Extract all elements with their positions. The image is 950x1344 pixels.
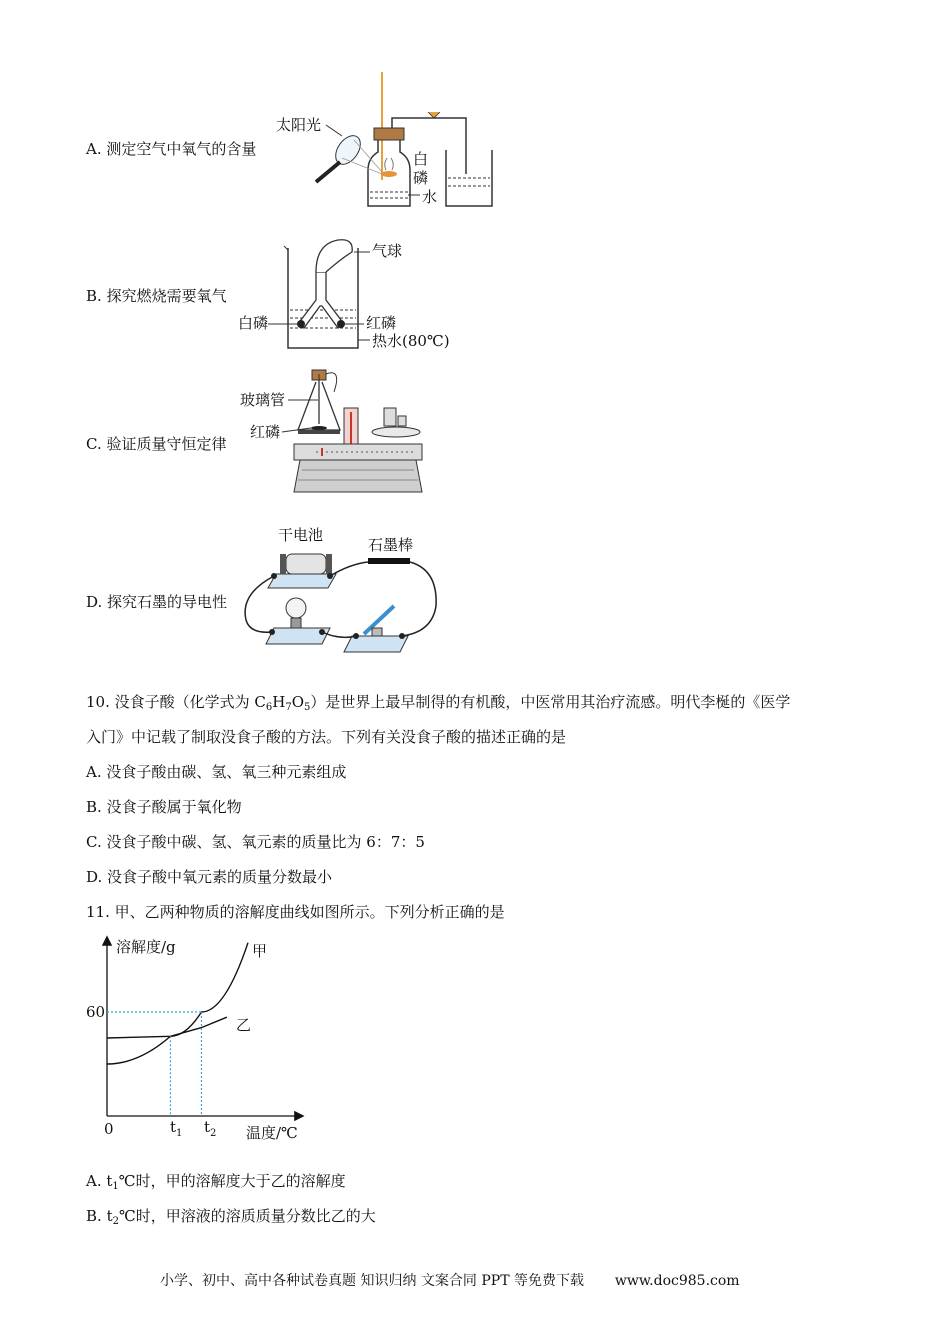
q11-option-a: A. $t_1℃$时，甲的溶解度大于乙的溶解度 [86,1172,346,1192]
battery [286,554,326,574]
clamp [428,112,440,118]
option-letter: C. [86,435,102,453]
red-phosphorus [311,426,327,430]
label-graphite: 石墨棒 [368,536,414,554]
option-letter: A. [86,140,102,158]
battery-base [268,574,336,588]
x-tick-t1: $t_1$ [170,1118,183,1139]
label-water: 水 [422,188,438,206]
q9-option-d [86,592,227,612]
label-sunlight: 太阳光 [276,116,322,134]
magnifier-handle [316,162,340,182]
x-axis-label: 温度/℃ [246,1124,298,1142]
label-balloon: 气球 [372,242,403,260]
option-text: 探究燃烧需要氧气 [106,287,227,305]
balloon [316,240,352,272]
series-label-yi: 乙 [236,1016,252,1034]
footer-url[interactable]: www.doc985.com [614,1273,740,1289]
weight-large [384,408,396,426]
q11-option-b: B. $t_2℃$时，甲溶液的溶质质量分数比乙的大 [86,1207,376,1227]
label-glass-tube: 玻璃管 [240,391,286,409]
light-bulb [286,598,306,618]
q10-option-a: A. 没食子酸由碳、氢、氧三种元素组成 [86,763,347,781]
label-red-phosphorus: 红磷 [366,314,397,332]
figure-b-apparatus [232,232,472,356]
label-white-phosphorus: 白磷 [238,314,269,332]
footer-text: 小学、初中、高中各种试卷真题 知识归纳 文案合同 PPT 等免费下载 [160,1273,584,1289]
option-letter: D. [86,593,103,611]
label-red-phosphorus: 红磷 [250,423,281,441]
curve-jia [107,943,248,1064]
q9-option-b [86,286,227,306]
y-axis-label: 溶解度/g [116,938,176,956]
figure-a-apparatus [270,70,510,215]
q9-option-c [86,434,227,454]
series-label-jia: 甲 [252,942,268,960]
q10-option-b: B. 没食子酸属于氧化物 [86,798,242,816]
origin-label: 0 [104,1120,114,1138]
delivery-tube [392,118,466,174]
q10-option-d: D. 没食子酸中氧元素的质量分数最小 [86,868,333,886]
phosphorus-spoon [381,171,397,177]
x-tick-t2: $t_2$ [204,1118,217,1139]
y-tube [298,272,344,328]
graphite-rod [368,558,410,564]
option-text: 验证质量守恒定律 [106,435,227,453]
smoke [385,158,394,170]
figure-c-balance [236,364,426,500]
option-text: 探究石墨的导电性 [107,593,228,611]
q10-stem-line1: 10. 没食子酸（化学式为 $C_6H_7O_5$）是世界上最早制得的有机酸，中医常用其治疗流感。明代李梴的《医学 [86,693,791,713]
q10-option-c: C. 没食子酸中碳、氢、氧元素的质量比为 6：7：5 [86,833,425,851]
right-pan [372,427,420,437]
q9-option-a [86,139,256,159]
figure-d-circuit [232,524,452,660]
q11-stem: 11. 甲、乙两种物质的溶解度曲线如图所示。下列分析正确的是 [86,903,505,921]
label-hot-water: 热水(80℃) [372,332,450,350]
option-text: 测定空气中氧气的含量 [106,140,257,158]
q10-stem-line2: 入门》中记载了制取没食子酸的方法。下列有关没食子酸的描述正确的是 [86,728,567,746]
label-white-2: 磷 [413,169,429,187]
y-tick-60: 60 [86,1003,106,1021]
stopper [374,128,404,140]
white-phosphorus [297,320,305,328]
red-phosphorus [337,320,345,328]
balance-base [294,460,422,492]
curve-yi [107,1017,227,1038]
footer [160,1270,740,1290]
weight-small [398,416,406,426]
label-white-1: 白 [413,150,429,168]
solubility-chart [80,928,320,1143]
label-battery: 干电池 [278,526,324,544]
switch-base [344,636,408,652]
option-letter: B. [86,287,102,305]
